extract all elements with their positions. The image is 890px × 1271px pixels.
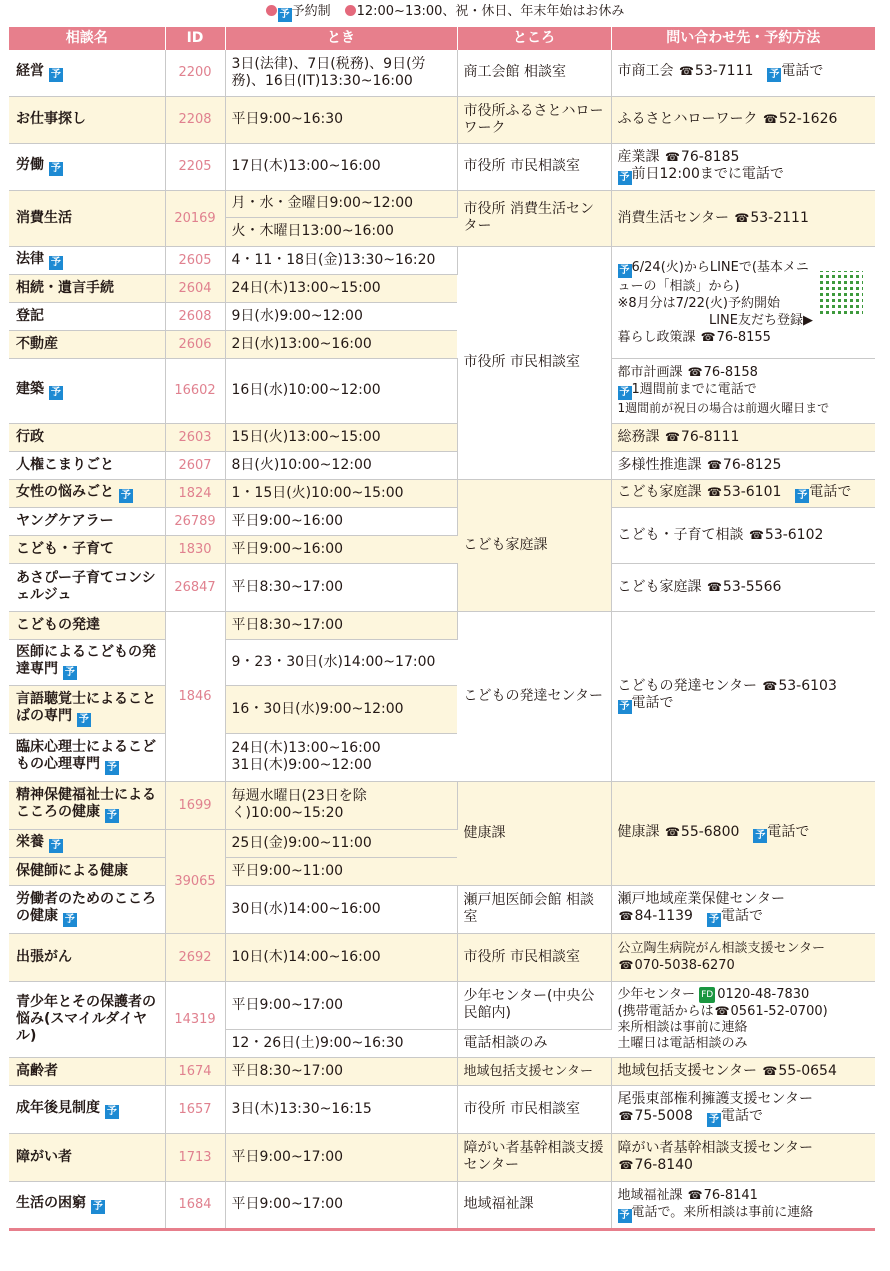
row-where: 瀬戸旭医師会館 相談室	[457, 885, 611, 933]
row-name: あさぴー子育てコンシェルジュ	[9, 563, 165, 611]
reservation-icon: 予	[619, 387, 630, 398]
table-row	[9, 50, 875, 96]
table-row	[9, 1181, 875, 1229]
table-row	[9, 933, 875, 981]
row-name: 相続・遺言手続	[9, 274, 165, 302]
row-name: 行政	[9, 423, 165, 451]
row-name: 労働 予	[9, 143, 165, 190]
phone-icon: ☎	[706, 457, 722, 472]
row-contact: 公立陶生病院がん相談支援センター ☎070-5038-6270	[611, 933, 875, 981]
row-name: 登記	[9, 302, 165, 330]
row-when: 10日(木)14:00~16:00	[225, 933, 457, 981]
row-where: 市役所 市民相談室	[457, 246, 611, 479]
reservation-icon: 予	[769, 69, 780, 81]
row-id: 2607	[165, 451, 225, 479]
row-when: 24日(木)13:00~15:00	[225, 274, 457, 302]
row-where: 市役所 市民相談室	[457, 143, 611, 190]
row-name: 医師によるこどもの発達専門 予	[9, 639, 165, 685]
row-id: 2606	[165, 330, 225, 358]
row-contact: 健康課 ☎55-6800 予 電話で	[611, 781, 875, 885]
row-id: 26847	[165, 563, 225, 611]
row-id: 1657	[165, 1085, 225, 1133]
row-where: 地域包括支援センター	[457, 1057, 611, 1085]
table-row	[9, 1085, 875, 1133]
row-id: 2603	[165, 423, 225, 451]
phone-icon: ☎	[714, 1003, 730, 1018]
row-name: 女性の悩みごと 予	[9, 479, 165, 507]
table-row	[9, 981, 875, 1029]
row-when: 月・水・金曜日9:00~12:00	[225, 190, 457, 217]
row-when: 平日9:00~16:00	[225, 507, 457, 535]
row-when: 9日(水)9:00~12:00	[225, 302, 457, 330]
row-contact: 産業課 ☎76-8185 予 前日12:00までに電話で	[611, 143, 875, 190]
row-when: 3日(法律)、7日(税務)、9日(労務)、16日(IT)13:30~16:00	[225, 50, 457, 96]
header-name: 相談名	[9, 27, 165, 50]
row-id: 14319	[165, 981, 225, 1057]
row-contact: 予 6/24(火)からLINEで(基本メニューの「相談」から) ※8月分は7/22(火)予約開始 LINE友だち登録▶ 暮らし政策課 ☎76-8155	[611, 246, 875, 358]
reservation-icon: 予	[619, 1209, 630, 1221]
row-where: 少年センター(中央公民館内)	[457, 981, 611, 1029]
row-when: 15日(火)13:00~15:00	[225, 423, 457, 451]
row-where: 障がい者基幹相談支援センター	[457, 1133, 611, 1181]
phone-icon: ☎	[664, 824, 680, 839]
row-name: 労働者のためのこころの健康 予	[9, 885, 165, 933]
row-contact: 市商工会 ☎53-7111 予 電話で	[611, 50, 875, 96]
row-when: 平日9:00~11:00	[225, 857, 457, 885]
row-contact: 障がい者基幹相談支援センター ☎76-8140	[611, 1133, 875, 1181]
row-when: 平日9:00~17:00	[225, 1133, 457, 1181]
reservation-icon: 予	[64, 667, 75, 678]
row-where: 健康課	[457, 781, 611, 885]
phone-icon: ☎	[706, 579, 722, 594]
phone-icon: ☎	[687, 1187, 703, 1202]
row-name: 消費生活	[9, 190, 165, 246]
legend	[0, 3, 890, 22]
table-row	[9, 190, 875, 217]
row-name: 障がい者	[9, 1133, 165, 1181]
row-where: 電話相談のみ	[457, 1029, 611, 1057]
table-row	[9, 96, 875, 143]
row-id: 2205	[165, 143, 225, 190]
legend-closed: 12:00~13:00、祝・休日、年末年始はお休み	[356, 4, 625, 19]
row-contact: 尾張東部権利擁護支援センター ☎75-5008 予 電話で	[611, 1085, 875, 1133]
reservation-icon: 予	[619, 264, 630, 276]
row-when: 16・30日(水)9:00~12:00	[225, 685, 457, 733]
phone-icon: ☎	[706, 484, 722, 499]
row-when: 1・15日(火)10:00~15:00	[225, 479, 457, 507]
row-name: こども・子育て	[9, 535, 165, 563]
reservation-icon: 予	[50, 839, 61, 851]
phone-icon: ☎	[762, 679, 778, 693]
row-contact: こども・子育て相談 ☎53-6102	[611, 507, 875, 563]
row-name: 栄養 予	[9, 829, 165, 857]
row-contact: こども家庭課 ☎53-5566	[611, 563, 875, 611]
reservation-icon: 予	[797, 489, 808, 501]
row-where: 市役所 市民相談室	[457, 933, 611, 981]
row-id: 2208	[165, 96, 225, 143]
row-when: 平日9:00~16:30	[225, 96, 457, 143]
bullet-icon	[345, 5, 356, 16]
table-row	[9, 563, 875, 611]
row-when: 平日9:00~16:00	[225, 535, 457, 563]
row-when: 平日8:30~17:00	[225, 611, 457, 639]
row-id: 26789	[165, 507, 225, 535]
row-name: 生活の困窮 予	[9, 1181, 165, 1229]
reservation-icon: 予	[78, 714, 89, 725]
reservation-icon: 予	[92, 1201, 103, 1212]
row-id: 1684	[165, 1181, 225, 1229]
reservation-icon: 予	[50, 163, 61, 174]
row-when: 12・26日(土)9:00~16:30	[225, 1029, 457, 1057]
row-when: 8日(火)10:00~12:00	[225, 451, 457, 479]
row-contact: こども家庭課 ☎53-6101 予 電話で	[611, 479, 875, 507]
row-where: 市役所ふるさとハローワーク	[457, 96, 611, 143]
reservation-icon: 予	[106, 1105, 117, 1117]
row-when: 平日9:00~17:00	[225, 981, 457, 1029]
reservation-icon: 予	[106, 762, 117, 773]
reservation-icon: 予	[708, 1114, 719, 1125]
row-when: 9・23・30日(水)14:00~17:00	[225, 639, 457, 685]
row-name: 高齢者	[9, 1057, 165, 1085]
row-when: 平日8:30~17:00	[225, 563, 457, 611]
row-when: 平日8:30~17:00	[225, 1057, 457, 1085]
row-contact: ふるさとハローワーク ☎52-1626	[611, 96, 875, 143]
row-when: 平日9:00~17:00	[225, 1181, 457, 1229]
row-when: 4・11・18日(金)13:30~16:20	[225, 246, 457, 274]
table-row	[9, 246, 875, 274]
row-when: 16日(水)10:00~12:00	[225, 358, 457, 423]
row-when: 17日(木)13:00~16:00	[225, 143, 457, 190]
row-when: 3日(木)13:30~16:15	[225, 1085, 457, 1133]
row-where: 商工会館 相談室	[457, 50, 611, 96]
header-id: ID	[165, 27, 225, 50]
legend-reserve: 予約制	[291, 4, 331, 19]
table-row	[9, 143, 875, 190]
row-id: 2692	[165, 933, 225, 981]
row-contact: 消費生活センター ☎53-2111	[611, 190, 875, 246]
reservation-icon: 予	[64, 914, 75, 925]
reservation-icon: 予	[50, 387, 61, 398]
row-name: 法律 予	[9, 246, 165, 274]
row-id: 1846	[165, 611, 225, 781]
table-row	[9, 451, 875, 479]
reservation-icon: 予	[708, 914, 719, 925]
reservation-icon: 予	[106, 810, 117, 821]
row-when: 25日(金)9:00~11:00	[225, 829, 457, 857]
row-id: 1824	[165, 479, 225, 507]
row-name: お仕事探し	[9, 96, 165, 143]
reservation-icon: 予	[619, 171, 630, 183]
header-where: ところ	[457, 27, 611, 50]
row-id: 2604	[165, 274, 225, 302]
table-row	[9, 358, 875, 423]
phone-icon: ☎	[618, 1158, 634, 1172]
row-contact: 少年センター FD 0120-48-7830 (携帯電話からは☎0561-52-0700) 来所相談は事前に連絡 土曜日は電話相談のみ	[611, 981, 875, 1057]
table-row	[9, 507, 875, 535]
table-row	[9, 479, 875, 507]
phone-icon: ☎	[762, 1063, 778, 1078]
row-where: こども家庭課	[457, 479, 611, 611]
row-name: 保健師による健康	[9, 857, 165, 885]
row-name: 人権こまりごと	[9, 451, 165, 479]
row-name: こどもの発達	[9, 611, 165, 639]
table-row	[9, 885, 875, 933]
row-where: こどもの発達センター	[457, 611, 611, 781]
row-contact: こどもの発達センター ☎53-6103 予 電話で	[611, 611, 875, 781]
row-name: 青少年とその保護者の悩み(スマイルダイヤル)	[9, 981, 165, 1057]
phone-icon: ☎	[762, 112, 778, 126]
row-name: 建築 予	[9, 358, 165, 423]
row-contact: 都市計画課 ☎76-8158 予 1週間前までに電話で 1週間前が祝日の場合は前週火曜日まで	[611, 358, 875, 423]
row-when: 24日(木)13:00~16:00 31日(木)9:00~12:00	[225, 733, 457, 781]
phone-icon: ☎	[748, 527, 764, 542]
row-name: 経営 予	[9, 50, 165, 96]
row-name: 不動産	[9, 330, 165, 358]
row-id: 1674	[165, 1057, 225, 1085]
row-id: 20169	[165, 190, 225, 246]
reservation-icon: 予	[755, 829, 766, 841]
row-name: 出張がん	[9, 933, 165, 981]
row-id: 1830	[165, 535, 225, 563]
row-when: 2日(水)13:00~16:00	[225, 330, 457, 358]
phone-icon: ☎	[734, 210, 750, 225]
row-id: 2605	[165, 246, 225, 274]
row-name: 臨床心理士によるこどもの心理専門 予	[9, 733, 165, 781]
row-where: 市役所 市民相談室	[457, 1085, 611, 1133]
reservation-icon: 予	[279, 9, 290, 20]
row-where: 市役所 消費生活センター	[457, 190, 611, 246]
row-where: 地域福祉課	[457, 1181, 611, 1229]
phone-icon: ☎	[618, 1109, 634, 1123]
bullet-icon	[266, 5, 277, 16]
row-contact: 地域福祉課 ☎76-8141 予 電話で。来所相談は事前に連絡	[611, 1181, 875, 1229]
phone-icon: ☎	[618, 958, 634, 972]
row-id: 16602	[165, 358, 225, 423]
row-contact: 多様性推進課 ☎76-8125	[611, 451, 875, 479]
row-name: 精神保健福祉士によるこころの健康 予	[9, 781, 165, 829]
header-contact: 問い合わせ先・予約方法	[611, 27, 875, 50]
table-row	[9, 1057, 875, 1085]
row-when: 30日(水)14:00~16:00	[225, 885, 457, 933]
table-header	[9, 27, 875, 50]
row-name: 言語聴覚士によることばの専門 予	[9, 685, 165, 733]
table-row	[9, 611, 875, 639]
table-row	[9, 1133, 875, 1181]
row-when: 火・木曜日13:00~16:00	[225, 217, 457, 246]
header-when: とき	[225, 27, 457, 50]
row-when: 毎週水曜日(23日を除く)10:00~15:20	[225, 781, 457, 829]
phone-icon: ☎	[678, 64, 694, 79]
row-id: 2200	[165, 50, 225, 96]
row-contact: 地域包括支援センター ☎55-0654	[611, 1057, 875, 1085]
row-id: 2608	[165, 302, 225, 330]
phone-icon: ☎	[687, 365, 703, 379]
phone-icon: ☎	[664, 429, 680, 444]
reservation-icon: 予	[50, 69, 61, 81]
row-id: 39065	[165, 829, 225, 933]
row-id: 1713	[165, 1133, 225, 1181]
phone-icon: ☎	[664, 149, 680, 164]
table-row	[9, 423, 875, 451]
phone-icon: ☎	[700, 329, 716, 344]
row-contact: 総務課 ☎76-8111	[611, 423, 875, 451]
reservation-icon: 予	[619, 701, 630, 712]
row-name: 成年後見制度 予	[9, 1085, 165, 1133]
row-contact: 瀬戸地域産業保健センター ☎84-1139 予 電話で	[611, 885, 875, 933]
row-id: 1699	[165, 781, 225, 829]
phone-icon: ☎	[618, 909, 634, 923]
free-dial-icon: FD	[699, 987, 715, 1003]
table-row	[9, 781, 875, 829]
qr-code[interactable]	[817, 271, 863, 317]
reservation-icon: 予	[50, 256, 61, 268]
row-name: ヤングケアラー	[9, 507, 165, 535]
reservation-icon: 予	[120, 489, 131, 501]
consultation-table	[9, 27, 875, 1231]
